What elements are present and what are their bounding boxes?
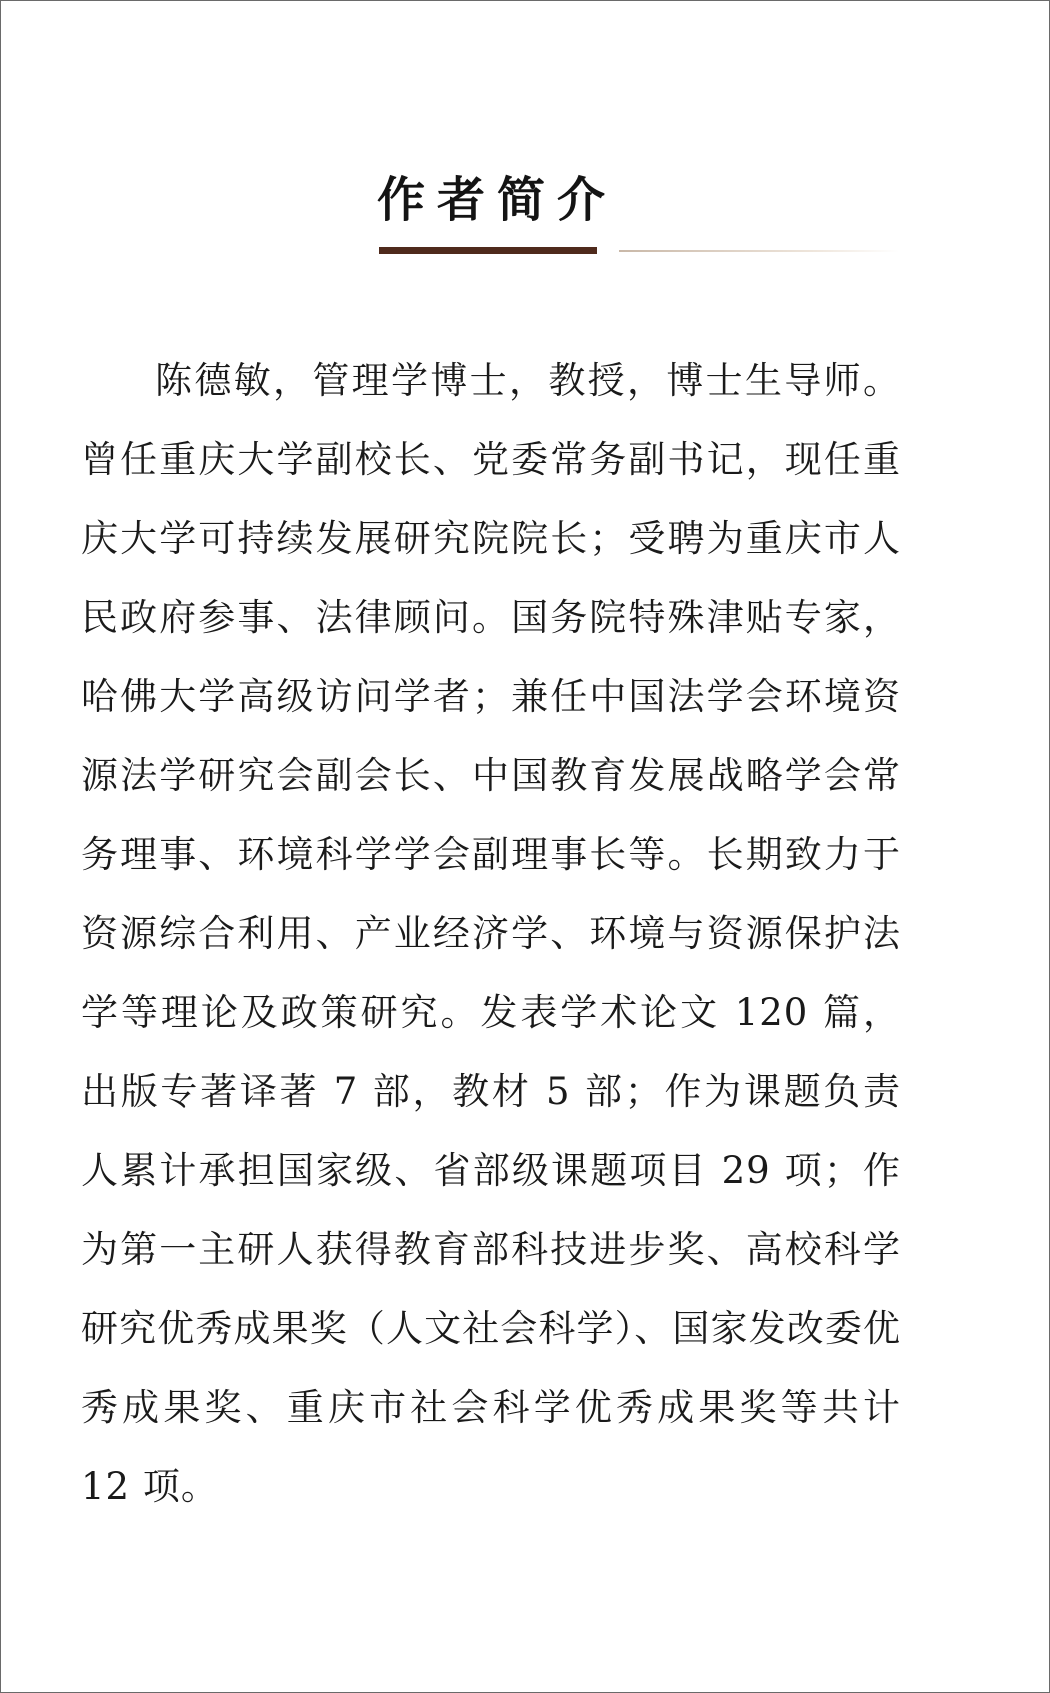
title-underline-bar	[379, 247, 597, 254]
page-title: 作者简介	[377, 172, 618, 228]
author-bio-paragraph: 陈德敏，管理学博士，教授，博士生导师。曾任重庆大学副校长、党委常务副书记，现任重庆大学可持续发展研究院院长；受聘为重庆市人民政府参事、法律顾问。国务院特殊津贴专家，哈佛大学高级访问学者；兼任中国法学会环境资源法学研究会副会长、中国教育发展战略学会常务理事、环境科学学会副理事长等。长期致力于资源综合利用、产业经济学、环境与资源保护法学等理论及政策研究。发表学术论文 120 篇，出版专著译著 7 部，教材 5 部；作为课题负责人累计承担国家级、省部级课题项目 29 项；作为第一主研人获得教育部科技进步奖、高校科学研究优秀成果奖（人文社会科学）、国家发改委优秀成果奖、重庆市社会科学优秀成果奖等共计 12 项。	[81, 359, 901, 1508]
title-underline-fade	[619, 250, 899, 252]
